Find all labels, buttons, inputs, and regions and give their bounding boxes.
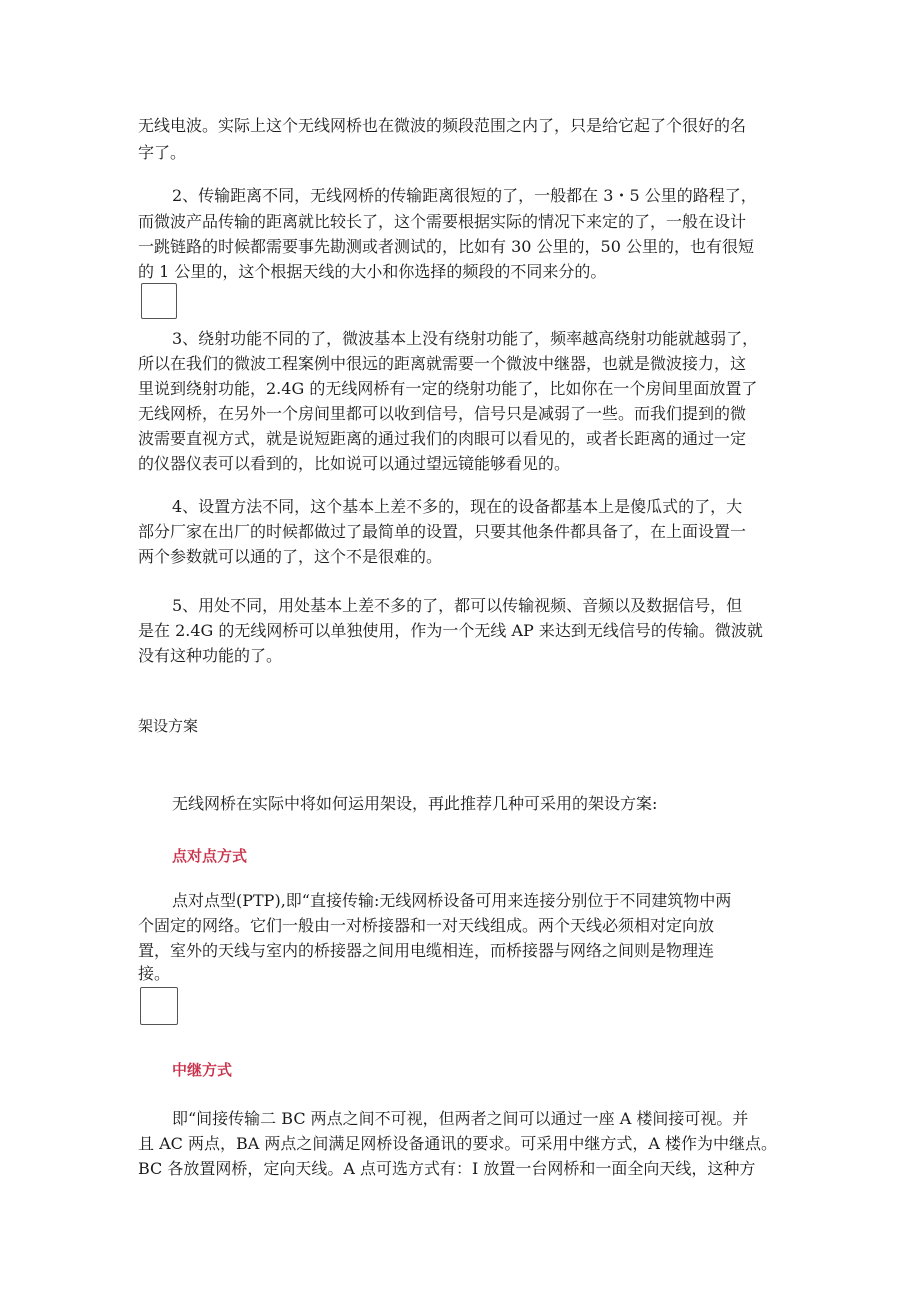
ptp-line: 接。 (138, 964, 171, 983)
relay-line: 即“间接传输二 BC 两点之间不可视，但两者之间可以通过一座 A 楼间接可视。并 (172, 1109, 749, 1128)
paragraph-2-line: 一跳链路的时候都需要事先勘测或者测试的，比如有 30 公里的，50 公里的，也有很短 (138, 237, 754, 256)
paragraph-3-line: 的仪器仪表可以看到的，比如说可以通过望远镜能够看见的。 (138, 454, 571, 473)
paragraph-5-line: 是在 2.4G 的无线网桥可以单独使用，作为一个无线 AP 来达到无线信号的传输。微波就 (138, 621, 763, 640)
ptp-heading: 点对点方式 (172, 847, 248, 865)
image-placeholder (141, 283, 177, 319)
paragraph-intro-line: 无线电波。实际上这个无线网桥也在微波的频段范围之内了，只是给它起了个很好的名 (138, 116, 747, 135)
ptp-line: 个固定的网络。它们一般由一对桥接器和一对天线组成。两个天线必须相对定向放 (138, 916, 715, 935)
paragraph-3-line: 里说到绕射功能，2.4G 的无线网桥有一定的绕射功能了，比如你在一个房间里面放置了 (138, 379, 758, 398)
paragraph-5-line: 5、用处不同，用处基本上差不多的了，都可以传输视频、音频以及数据信号，但 (172, 596, 743, 615)
paragraph-4-line: 两个参数就可以通的了，这个不是很难的。 (138, 547, 443, 566)
paragraph-2-line: 2、传输距离不同，无线网桥的传输距离很短的了，一般都在 3・5 公里的路程了， (172, 186, 757, 205)
paragraph-3-line: 3、绕射功能不同的了，微波基本上没有绕射功能了，频率越高绕射功能就越弱了， (172, 329, 759, 348)
paragraph-2-line: 的 1 公里的，这个根据天线的大小和你选择的频段的不同来分的。 (138, 262, 607, 281)
relay-line: BC 各放置网桥，定向天线。A 点可选方式有：I 放置一台网桥和一面全向天线，这种方 (138, 1159, 756, 1178)
section-title: 架设方案 (138, 717, 199, 735)
relay-heading: 中继方式 (172, 1061, 233, 1079)
section-intro: 无线网桥在实际中将如何运用架设，再此推荐几种可采用的架设方案: (172, 794, 658, 813)
image-placeholder (140, 987, 178, 1025)
relay-line: 且 AC 两点，BA 两点之间满足网桥设备通讯的要求。可采用中继方式，A 楼作为中继点。 (138, 1134, 778, 1153)
ptp-line: 置，室外的天线与室内的桥接器之间用电缆相连，而桥接器与网络之间则是物理连 (138, 941, 715, 960)
ptp-line: 点对点型(PTP),即“直接传输:无线网桥设备可用来连接分别位于不同建筑物中两 (172, 891, 732, 910)
paragraph-3-line: 无线网桥，在另外一个房间里都可以收到信号，信号只是减弱了一些。而我们提到的微 (138, 404, 747, 423)
paragraph-intro-line: 字了。 (138, 143, 187, 162)
paragraph-5-line: 没有这种功能的了。 (138, 646, 283, 665)
paragraph-2-line: 而微波产品传输的距离就比较长了，这个需要根据实际的情况下来定的了，一般在设计 (138, 212, 747, 231)
paragraph-4-line: 4、设置方法不同，这个基本上差不多的，现在的设备都基本上是傻瓜式的了，大 (172, 497, 743, 516)
paragraph-3-line: 波需要直视方式，就是说短距离的通过我们的肉眼可以看见的，或者长距离的通过一定 (138, 429, 747, 448)
paragraph-3-line: 所以在我们的微波工程案例中很远的距离就需要一个微波中继器，也就是微波接力，这 (138, 354, 747, 373)
paragraph-4-line: 部分厂家在出厂的时候都做过了最简单的设置，只要其他条件都具备了，在上面设置一 (138, 522, 747, 541)
